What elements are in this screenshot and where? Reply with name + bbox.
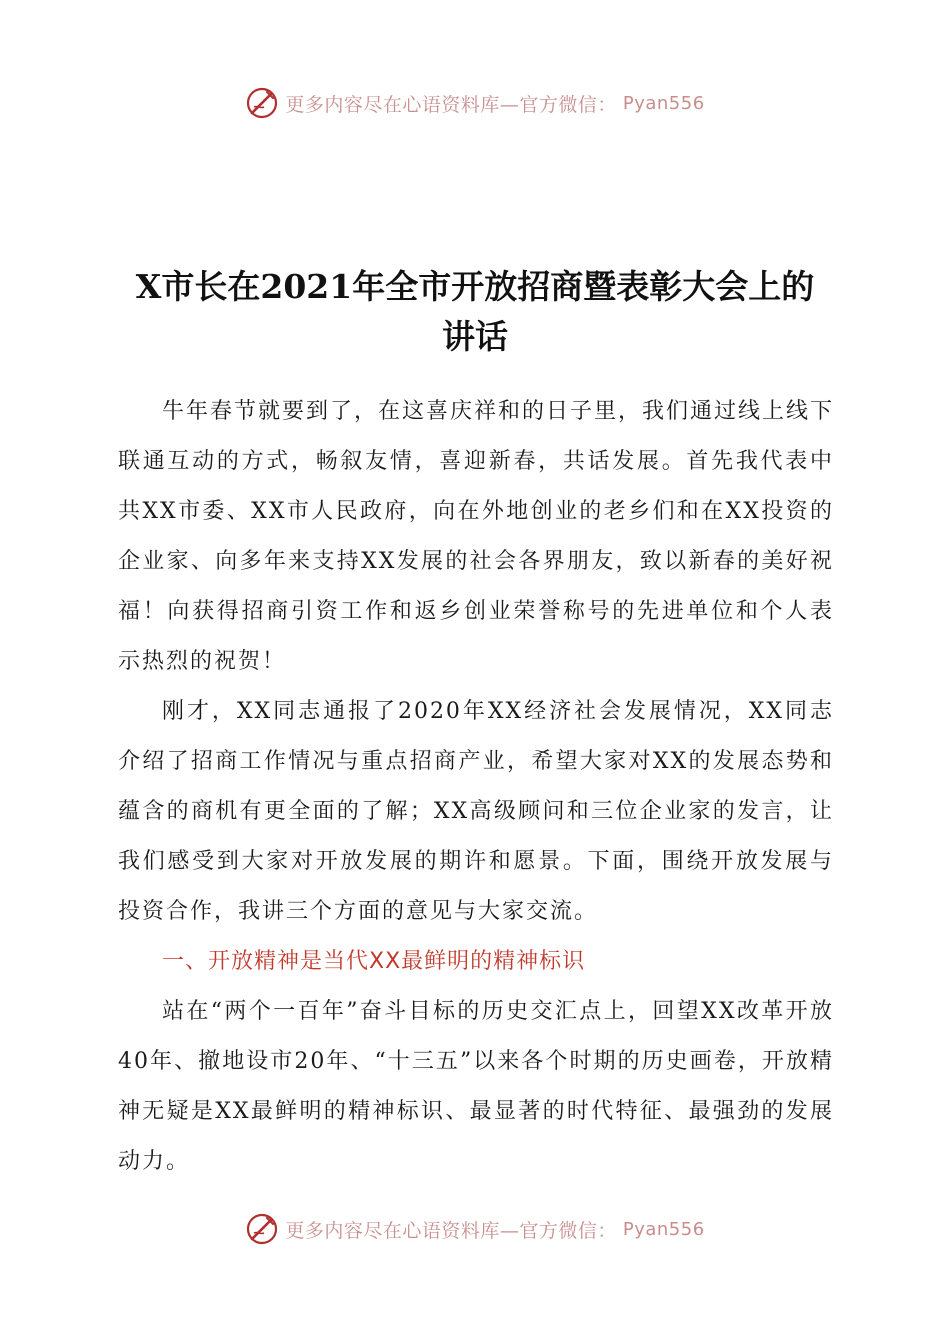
paragraph-overview: 刚才，XX同志通报了2020年XX经济社会发展情况，XX同志介绍了招商工作情况与重点招商产业，希望大家对XX的发展态势和蕴含的商机有更全面的了解；XX高级顾问和三位企业家的发言，让我们感受到大家对开放发展的期许和愿景。下面，围绕开放发展与投资合作，我讲三个方面的意见与大家交流。 — [118, 699, 834, 924]
header-watermark — [0, 86, 950, 120]
footer-watermark — [0, 1212, 950, 1246]
watermark-text: 更多内容尽在心语资料库—官方微信： — [285, 1219, 617, 1242]
watermark-wechat-id: Pyan556 — [622, 1218, 705, 1240]
pen-logo-icon — [245, 86, 279, 120]
watermark-wechat-id: Pyan556 — [622, 92, 705, 114]
paragraph-intro: 牛年春节就要到了，在这喜庆祥和的日子里，我们通过线上线下联通互动的方式，畅叙友情，喜迎新春，共话发展。首先我代表中共XX市委、XX市人民政府，向在外地创业的老乡们和在XX投资的企业家、向多年来支持XX发展的社会各界朋友，致以新春的美好祝福！向获得招商引资工作和返乡创业荣誉称号的先进单位和个人表示热烈的祝贺！ — [118, 399, 835, 674]
document-title: X市长在2021年全市开放招商暨表彰大会上的 讲话 — [135, 267, 815, 356]
pen-logo-icon — [245, 1212, 279, 1246]
document-body — [118, 387, 834, 1187]
section-heading: 一、开放精神是当代XX最鲜明的精神标识 — [162, 949, 586, 974]
watermark-text: 更多内容尽在心语资料库—官方微信： — [285, 93, 617, 116]
paragraph-section-one: 站在“两个一百年”奋斗目标的历史交汇点上，回望XX改革开放40年、撤地设市20年、“十三五”以来各个时期的历史画卷，开放精神无疑是XX最鲜明的精神标识、最显著的时代特征、最强劲的发展动力。 — [118, 999, 834, 1174]
